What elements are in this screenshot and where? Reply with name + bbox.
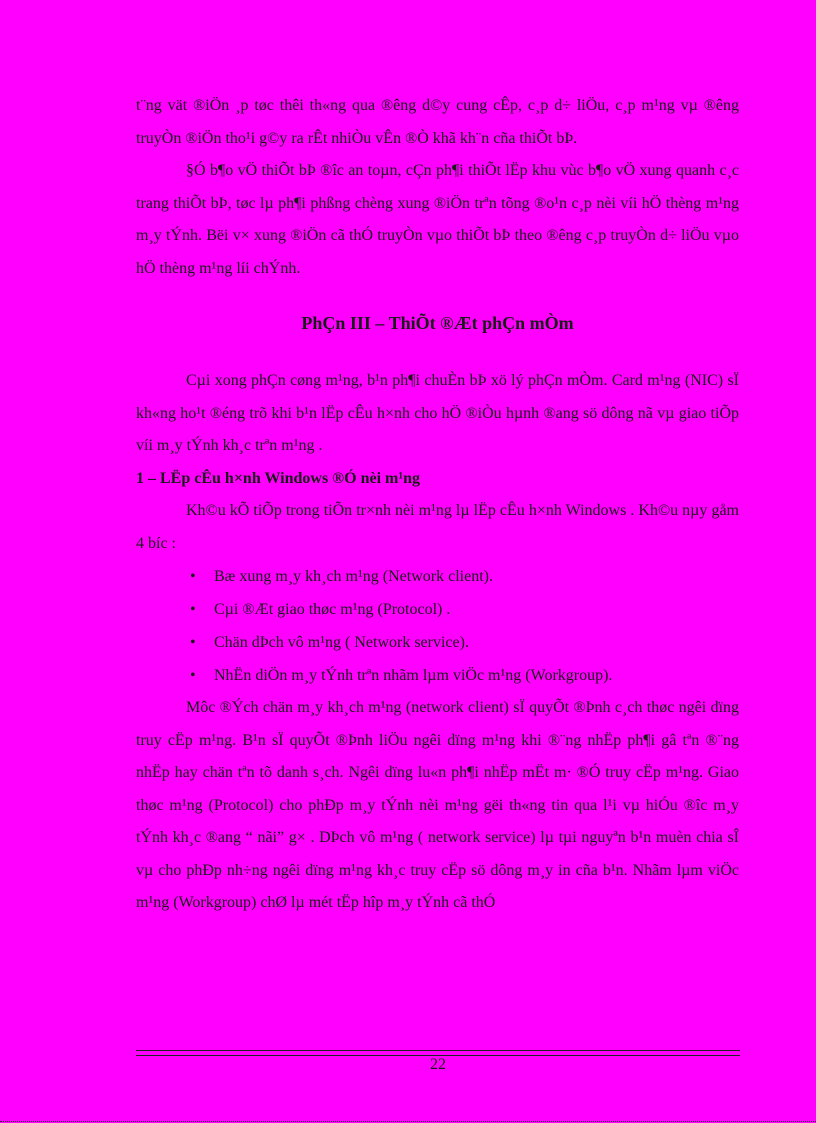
paragraph-intro: Cµi xong phÇn cøng m¹ng, b¹n ph¶i chuÈn bÞ xö lý phÇn mÒm. Card m¹ng (NIC) sÏ kh«ng ho¹t ®éng trõ khi b¹n lËp cÊu h×nh cho hÖ ®iÒu hµnh ®ang sö dông nã vµ giao tiÕp víi m¸y tÝnh kh¸c trªn m¹ng . bbox=[136, 372, 739, 454]
bullet-list bbox=[136, 560, 739, 692]
page-number: 22 bbox=[430, 1056, 446, 1073]
bullet-icon: • bbox=[190, 667, 196, 684]
subheading: 1 – LËp cÊu h×nh Windows ®Ó nèi m¹ng bbox=[136, 469, 421, 487]
bullet-icon: • bbox=[190, 568, 196, 585]
bullet-icon: • bbox=[190, 601, 196, 618]
paragraph-steps: Kh©u kÕ tiÕp trong tiÕn tr×nh nèi m¹ng lµ lËp cÊu h×nh Windows . Kh©u nµy gåm 4 bíc : bbox=[136, 502, 739, 552]
paragraph-protection: §Ó b¶o vÖ thiÕt bÞ ®îc an toµn, cÇn ph¶i thiÕt lËp khu vùc b¶o vÖ xung quanh c¸c trang thiÕt bÞ, tøc lµ ph¶i phßng chèng xung ®iÖn trªn tõng ®o¹n c¸p nèi víi hÖ thèng m¹ng m¸y tÝnh. Bëi v× xung ®iÖn cã thÓ truyÒn vµo thiÕt bÞ theo ®êng c¸p truyÒn d÷ liÖu vµo hÖ thèng m¹ng líi chÝnh. bbox=[136, 162, 739, 277]
list-item bbox=[136, 593, 739, 626]
list-item-text: Chän dÞch vô m¹ng ( Network service). bbox=[214, 634, 469, 651]
list-item-text: Cµi ®Æt giao thøc m¹ng (Protocol) . bbox=[214, 601, 451, 618]
paragraph-continuation: t¨ng vät ®iÖn ¸p tøc thêi th«ng qua ®êng d©y cung cÊp, c¸p d÷ liÖu, c¸p m¹ng vµ ®êng truyÒn ®iÖn tho¹i g©y ra rÊt nhiÒu vÊn ®Ò khã kh¨n cña thiÕt bÞ. bbox=[136, 97, 739, 147]
bullet-icon: • bbox=[190, 634, 196, 651]
list-item-text: NhËn diÖn m¸y tÝnh trªn nhãm lµm viÖc m¹ng (Workgroup). bbox=[214, 667, 613, 684]
section-heading: PhÇn III – ThiÕt ®Æt phÇn mÒm bbox=[301, 313, 574, 333]
list-item bbox=[136, 659, 739, 692]
paragraph-explanation: Môc ®Ých chän m¸y kh¸ch m¹ng (network client) sÏ quyÕt ®Þnh c¸ch thøc ngêi dïng truy cËp m¹ng. B¹n sÏ quyÕt ®Þnh liÖu ngêi dïng m¹ng khi ®¨ng nhËp ph¶i gâ tªn ®¨ng nhËp hay chän tªn tõ danh s¸ch. Ngêi dïng lu«n ph¶i nhËp mËt m· ®Ó truy cËp m¹ng. Giao thøc m¹ng (Protocol) cho phÐp m¸y tÝnh nèi m¹ng gëi th«ng tin qua l¹i vµ hiÓu ®îc m¸y tÝnh kh¸c ®ang “ nãi” g× . DÞch vô m¹ng ( network service) lµ tµi nguyªn b¹n muèn chia sÎ vµ cho phÐp nh÷ng ngêi dïng m¹ng kh¸c truy cËp sö dông m¸y in cña b¹n. Nhãm lµm viÖc m¹ng (Workgroup) chØ lµ mét tËp hîp m¸y tÝnh cã thÓ bbox=[136, 699, 739, 911]
page-bottom-border bbox=[0, 1121, 816, 1122]
page-body bbox=[136, 90, 739, 920]
list-item bbox=[136, 560, 739, 593]
list-item bbox=[136, 626, 739, 659]
list-item-text: Bæ xung m¸y kh¸ch m¹ng (Network client). bbox=[214, 568, 493, 585]
